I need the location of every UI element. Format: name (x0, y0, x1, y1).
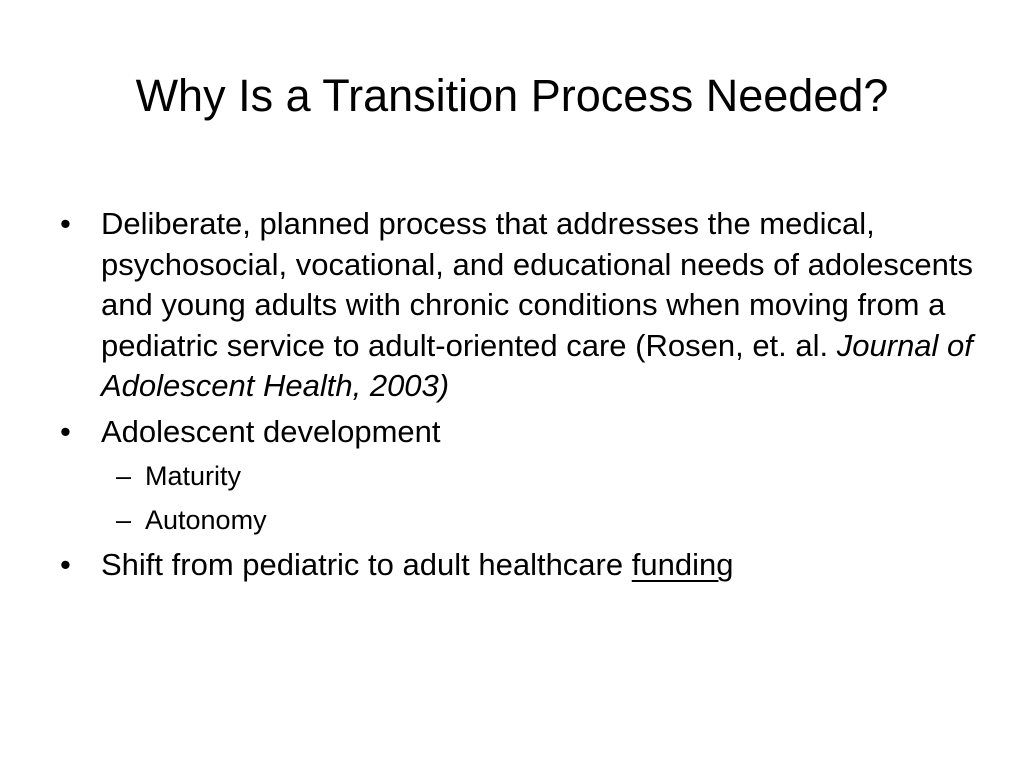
slide-title: Why Is a Transition Process Needed? (135, 70, 889, 121)
sub-bullet-text: Autonomy (145, 505, 267, 535)
bullet-list (60, 204, 980, 591)
bullet-item-funding-shift (60, 545, 980, 586)
bullet-marker: • (60, 547, 71, 582)
bullet-text: Adolescent development (101, 413, 441, 449)
bullet-marker: • (60, 206, 71, 241)
bullet-item-adolescent-development (60, 412, 980, 453)
sub-bullet-marker: – (116, 461, 132, 491)
sub-bullet-item-autonomy (60, 501, 980, 539)
bullet-marker: • (60, 413, 71, 449)
emphasis-funding: funding (631, 547, 734, 582)
bullet-text: Deliberate, planned process that addresses the medical, psychosocial, vocational, and educational needs of adolescents and young adults with chronic conditions when moving from a pediatric service to adult-oriented care (Rosen, et. al. (101, 206, 974, 363)
sub-bullet-item-maturity (60, 457, 980, 495)
sub-bullet-text: Maturity (145, 461, 242, 491)
citation-text: Journal of Adolescent Health, 2003) (101, 327, 973, 403)
sub-bullet-marker: – (116, 505, 132, 535)
bullet-item-transition-definition (60, 204, 981, 407)
bullet-text: Shift from pediatric to adult healthcare (101, 547, 632, 582)
